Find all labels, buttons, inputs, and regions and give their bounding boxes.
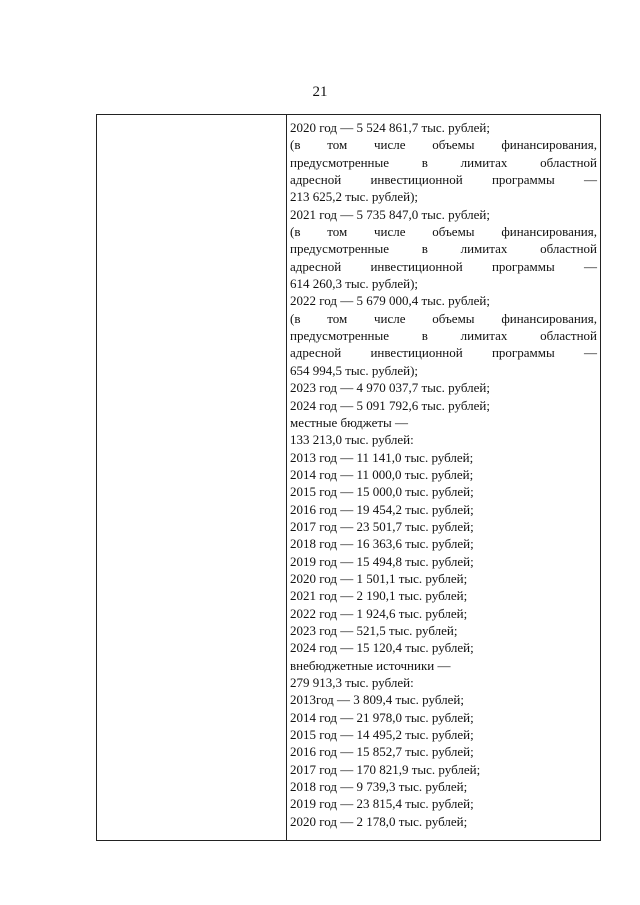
text-line <box>290 223 597 240</box>
text-line <box>290 154 597 171</box>
text-word: предусмотренные <box>290 328 390 344</box>
text-line: 2015 год — 14 495,2 тыс. рублей; <box>290 727 474 743</box>
text-word: (в <box>290 310 301 326</box>
table-left-cell <box>97 115 286 840</box>
text-line: местные бюджеты — <box>290 414 409 430</box>
text-word: том <box>327 310 348 326</box>
table-right-cell <box>290 119 597 840</box>
text-word: программы <box>491 345 555 361</box>
text-word: том <box>327 224 348 240</box>
text-line <box>290 344 597 361</box>
text-word: числе <box>374 310 406 326</box>
text-line: 2014 год — 21 978,0 тыс. рублей; <box>290 709 474 725</box>
text-word: в <box>421 241 428 257</box>
text-line: 2018 год — 16 363,6 тыс. рублей; <box>290 536 474 552</box>
text-line: 2023 год — 521,5 тыс. рублей; <box>290 622 458 638</box>
text-word: числе <box>374 224 406 240</box>
text-line <box>290 310 597 327</box>
text-line: 2022 год — 1 924,6 тыс. рублей; <box>290 605 468 621</box>
text-line: 2019 год — 23 815,4 тыс. рублей; <box>290 796 474 812</box>
text-line: 2017 год — 23 501,7 тыс. рублей; <box>290 518 474 534</box>
text-word: адресной <box>290 258 342 274</box>
text-line: 2014 год — 11 000,0 тыс. рублей; <box>290 466 474 482</box>
text-word: том <box>327 137 348 153</box>
text-word: лимитах <box>460 154 508 170</box>
text-word: — <box>583 258 597 274</box>
text-word: программы <box>491 172 555 188</box>
text-line: внебюджетные источники — <box>290 657 451 673</box>
text-line: 2023 год — 4 970 037,7 тыс. рублей; <box>290 380 490 396</box>
text-line: 2016 год — 19 454,2 тыс. рублей; <box>290 501 474 517</box>
text-word: — <box>583 172 597 188</box>
text-word: в <box>421 328 428 344</box>
text-word: числе <box>374 137 406 153</box>
text-line: 2020 год — 2 178,0 тыс. рублей; <box>290 813 468 829</box>
document-table <box>96 114 601 841</box>
text-line <box>290 171 597 188</box>
text-word: в <box>421 154 428 170</box>
text-word: лимитах <box>460 328 508 344</box>
text-line: 2020 год — 1 501,1 тыс. рублей; <box>290 570 468 586</box>
text-word: областной <box>540 154 597 170</box>
text-line: 2019 год — 15 494,8 тыс. рублей; <box>290 553 474 569</box>
text-line: 279 913,3 тыс. рублей: <box>290 675 414 690</box>
text-word: инвестиционной <box>370 258 463 274</box>
text-line <box>290 136 597 153</box>
text-word: инвестиционной <box>370 345 463 361</box>
text-line: 2018 год — 9 739,3 тыс. рублей; <box>290 779 468 795</box>
text-word: лимитах <box>460 241 508 257</box>
text-line <box>290 240 597 257</box>
text-line: 213 625,2 тыс. рублей); <box>290 189 419 205</box>
text-word: областной <box>540 241 597 257</box>
text-line <box>290 327 597 344</box>
text-line: 614 260,3 тыс. рублей); <box>290 276 419 292</box>
text-line: 2024 год — 15 120,4 тыс. рублей; <box>290 640 474 656</box>
text-line: 2020 год — 5 524 861,7 тыс. рублей; <box>290 120 490 135</box>
text-line: 654 994,5 тыс. рублей); <box>290 362 419 378</box>
text-line: 2013 год — 11 141,0 тыс. рублей; <box>290 449 474 465</box>
text-word: адресной <box>290 345 342 361</box>
text-word: (в <box>290 137 301 153</box>
text-line: 2015 год — 15 000,0 тыс. рублей; <box>290 484 474 500</box>
text-word: областной <box>540 328 597 344</box>
page-number: 21 <box>312 84 328 100</box>
text-line: 2021 год — 2 190,1 тыс. рублей; <box>290 588 468 604</box>
text-word: программы <box>491 258 555 274</box>
text-word: финансирования, <box>501 137 597 153</box>
text-word: предусмотренные <box>290 154 390 170</box>
text-word: предусмотренные <box>290 241 390 257</box>
text-word: инвестиционной <box>370 172 463 188</box>
text-line: 133 213,0 тыс. рублей: <box>290 432 414 448</box>
text-line: 2016 год — 15 852,7 тыс. рублей; <box>290 744 474 760</box>
text-line: 2024 год — 5 091 792,6 тыс. рублей; <box>290 397 490 413</box>
text-word: объемы <box>432 224 475 240</box>
text-word: объемы <box>432 310 475 326</box>
text-line: 2022 год — 5 679 000,4 тыс. рублей; <box>290 293 490 309</box>
text-line: 2021 год — 5 735 847,0 тыс. рублей; <box>290 206 490 222</box>
text-word: (в <box>290 224 301 240</box>
column-divider <box>286 115 287 840</box>
text-line: 2017 год — 170 821,9 тыс. рублей; <box>290 761 481 777</box>
text-line <box>290 258 597 275</box>
text-word: адресной <box>290 172 342 188</box>
text-word: объемы <box>432 137 475 153</box>
text-line: 2013год — 3 809,4 тыс. рублей; <box>290 692 464 708</box>
text-word: финансирования, <box>501 310 597 326</box>
text-word: финансирования, <box>501 224 597 240</box>
text-word: — <box>583 345 597 361</box>
